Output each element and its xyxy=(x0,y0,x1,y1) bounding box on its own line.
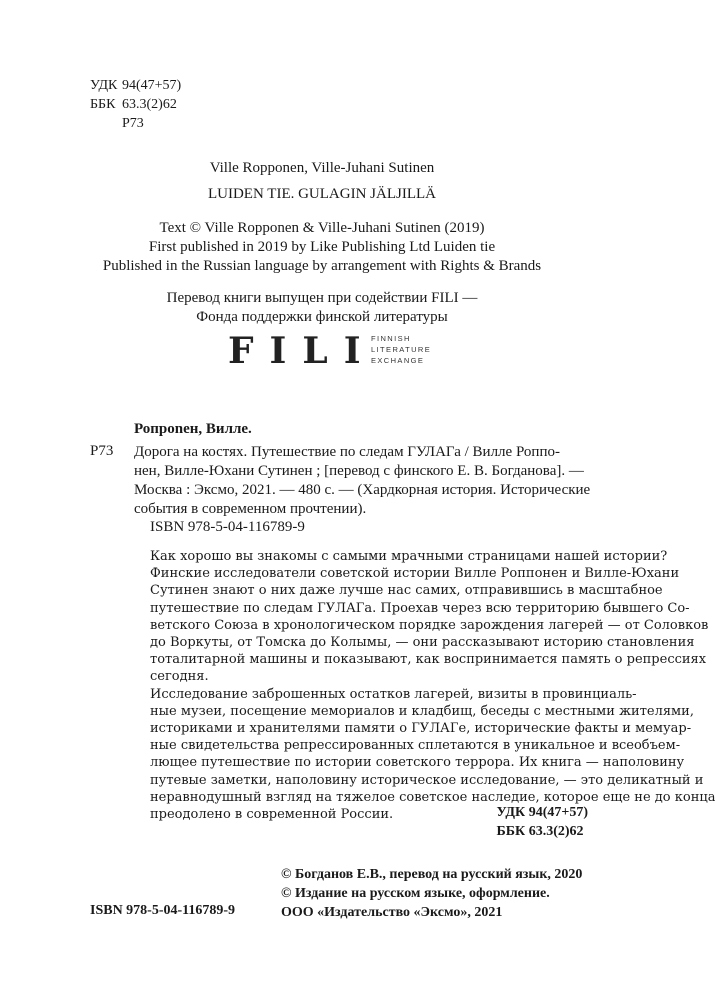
fili-logo xyxy=(228,330,468,370)
copyright-block xyxy=(281,865,582,922)
fili-logo-subtitle xyxy=(371,333,431,366)
fili-note-line: Перевод книги выпущен при содействии FILI — xyxy=(166,290,478,306)
fili-logo-letters: FILI xyxy=(228,330,377,372)
fili-support-note xyxy=(0,289,644,327)
bbk-row xyxy=(90,95,181,114)
original-credits xyxy=(0,219,644,276)
description-line: Москва : Эксмо, 2021. — 480 с. — (Хардкорная история. Исторические xyxy=(134,482,591,498)
fili-logo-subtitle-line: LITERATURE xyxy=(371,345,432,354)
annotation-line: путевые заметки, наполовину историческое исследование, — это деликатный и xyxy=(150,772,704,788)
fili-logo-subtitle-line: EXCHANGE xyxy=(371,356,425,365)
annotation-line: путешествие по следам ГУЛАГа. Проехав через всю территорию бывшего Со- xyxy=(150,600,690,616)
annotation-line: тоталитарной машины и показывают, как воспринимается память о репрессиях xyxy=(150,652,707,668)
classification-block xyxy=(90,76,181,133)
catalog-card-isbn: ISBN 978-5-04-116789-9 xyxy=(150,519,305,535)
annotation-line: сегодня. xyxy=(150,669,209,685)
annotation-line: историками и хранителями памяти о ГУЛАГе, исторические факты и мемуар- xyxy=(150,721,692,737)
isbn-bottom: ISBN 978-5-04-116789-9 xyxy=(90,903,236,918)
credit-line: Published in the Russian language by arrangement with Rights & Brands xyxy=(102,258,542,274)
copyright-line: © Издание на русском языке, оформление. xyxy=(281,886,550,901)
author-mark: Р73 xyxy=(122,116,144,131)
original-title: LUIDEN TIE. GULAGIN JÄLJILLÄ xyxy=(207,186,436,202)
credit-line: Text © Ville Ropponen & Ville-Juhani Sutinen (2019) xyxy=(159,220,485,236)
fili-note-line: Фонда поддержки финской литературы xyxy=(196,309,448,325)
description-line: нен, Вилле-Юхани Сутинен ; [перевод с финского Е. В. Богданова]. — xyxy=(134,463,584,479)
catalog-card-code: Р73 xyxy=(90,443,114,459)
bottom-bbk: ББК 63.3(2)62 xyxy=(496,824,584,839)
fili-logo-subtitle-line: FINNISH xyxy=(371,334,411,343)
udk-value: 94(47+57) xyxy=(122,78,182,93)
annotation-line: Как хорошо вы знакомы с самыми мрачными страницами нашей истории? xyxy=(150,549,668,564)
annotation-line: ветского Союза в хронологическом порядке зарождения лагерей — от Соловков xyxy=(150,617,709,633)
annotation-paragraph-1 xyxy=(150,548,709,686)
annotation-line: лющее путешествие по истории советского террора. Их книга — наполовину xyxy=(150,755,685,771)
annotation-line: неравнодушный взгляд на тяжелое советское наследие, которое еще не до конца xyxy=(150,789,715,805)
catalog-card-description xyxy=(134,443,591,519)
author-mark-row xyxy=(90,114,181,133)
copyright-line: © Богданов Е.В., перевод на русский язык, 2020 xyxy=(281,867,583,882)
annotation-line: ные музеи, посещение мемориалов и кладбищ, беседы с местными жителями, xyxy=(150,703,694,719)
annotation xyxy=(150,548,715,823)
description-line: события в современном прочтении). xyxy=(134,501,367,517)
annotation-line: преодолено в современной России. xyxy=(150,807,394,823)
description-line: Дорога на костях. Путешествие по следам ГУЛАГа / Вилле Роппо- xyxy=(134,444,560,460)
catalog-card-author: Ропponен, Вилле. xyxy=(134,421,252,437)
udk-row xyxy=(90,76,181,95)
annotation-line: до Воркуты, от Томска до Колымы, — они рассказывают историю становления xyxy=(150,635,695,651)
annotation-line: Финские исследователи советской истории Вилле Роппонен и Вилле-Юхани xyxy=(150,566,680,582)
bbk-label: ББК xyxy=(90,97,116,112)
copyright-line: ООО «Издательство «Эксмо», 2021 xyxy=(281,905,503,920)
bbk-value: 63.3(2)62 xyxy=(122,97,177,112)
bottom-udk: УДК 94(47+57) xyxy=(496,805,588,820)
annotation-line: Сутинен знают о них даже лучше нас самих, отправившись в масштабное xyxy=(150,583,663,599)
original-authors: Ville Ropponen, Ville-Juhani Sutinen xyxy=(209,160,435,176)
credit-line: First published in 2019 by Like Publishing Ltd Luiden tie xyxy=(148,239,496,255)
udk-label: УДК xyxy=(90,78,118,93)
annotation-line: Исследование заброшенных остатков лагерей, визиты в провинциаль- xyxy=(150,686,637,702)
bottom-classification xyxy=(497,803,588,841)
annotation-line: ные свидетельства репрессированных сплетаются в уникальное и всеобъем- xyxy=(150,738,681,754)
